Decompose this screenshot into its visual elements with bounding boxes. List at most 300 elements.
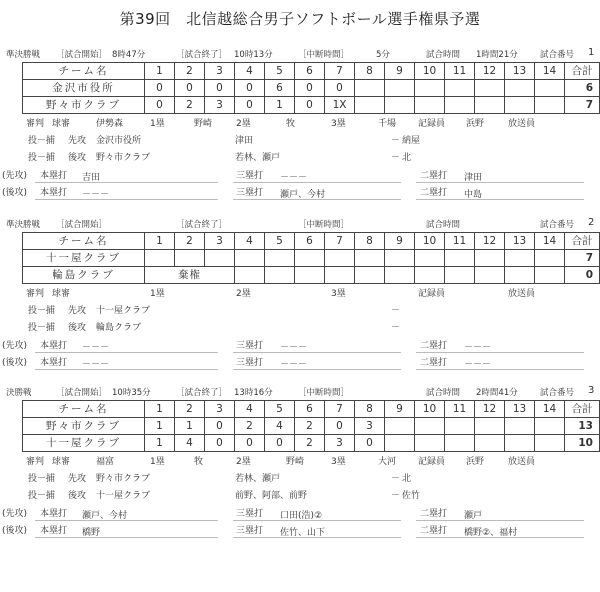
chief-umpire-label: 球審 bbox=[52, 119, 71, 129]
first-base-umpire: 野崎 bbox=[194, 119, 213, 129]
second-base-label: 2塁 bbox=[236, 457, 251, 467]
game-header bbox=[0, 385, 600, 399]
inning-header-9: 9 bbox=[385, 233, 415, 250]
inning-score bbox=[535, 418, 565, 435]
batting-order-label: 先攻 bbox=[68, 306, 87, 316]
game-number-label: 試合番号 bbox=[540, 50, 575, 60]
umpire-label: 審判 bbox=[26, 289, 45, 299]
inning-score bbox=[415, 97, 445, 114]
scoreboard-table bbox=[22, 400, 600, 452]
inning-score bbox=[355, 80, 385, 97]
inning-score bbox=[445, 418, 475, 435]
home-run-value: 瀬戸、今村 bbox=[82, 511, 128, 521]
inning-header-11: 11 bbox=[445, 63, 475, 80]
inning-score: 4 bbox=[265, 418, 295, 435]
inning-score bbox=[535, 80, 565, 97]
team-name-header: チーム名 bbox=[23, 401, 145, 418]
inning-score bbox=[505, 435, 535, 452]
battery-label: 投－捕 bbox=[28, 491, 56, 501]
total-header: 合計 bbox=[565, 233, 600, 250]
inning-score: 0 bbox=[145, 97, 175, 114]
inning-header-3: 3 bbox=[205, 233, 235, 250]
battery-team: 金沢市役所 bbox=[96, 136, 142, 146]
catcher: 佐竹 bbox=[402, 491, 421, 501]
double-value: 橋野②、福村 bbox=[464, 528, 518, 538]
home-run-value: 橋野 bbox=[82, 528, 101, 538]
battery-team: 輪島クラブ bbox=[96, 323, 142, 333]
duration-label: 試合時間 bbox=[426, 50, 461, 60]
inning-header-9: 9 bbox=[385, 401, 415, 418]
triple-value: 佐竹、山下 bbox=[280, 528, 326, 538]
battery-label: 投－捕 bbox=[28, 306, 56, 316]
inning-score: 2 bbox=[295, 418, 325, 435]
home-run-label: 本塁打 bbox=[40, 171, 68, 181]
inning-header-4: 4 bbox=[235, 233, 265, 250]
inning-header-2: 2 bbox=[175, 401, 205, 418]
inning-score: 0 bbox=[205, 418, 235, 435]
double-underline bbox=[416, 519, 584, 521]
game-block-1 bbox=[0, 47, 600, 200]
home-run-value: －－－ bbox=[82, 360, 110, 370]
home-run-underline bbox=[35, 536, 218, 538]
inning-score bbox=[445, 435, 475, 452]
home-run-label: 本塁打 bbox=[40, 526, 68, 536]
total-header: 合計 bbox=[565, 401, 600, 418]
inning-header-7: 7 bbox=[325, 233, 355, 250]
catcher: 北 bbox=[402, 153, 412, 163]
inning-header-11: 11 bbox=[445, 233, 475, 250]
team-total: 7 bbox=[565, 97, 600, 114]
batting-side-label: (先攻) bbox=[2, 341, 28, 351]
inning-header-1: 1 bbox=[145, 63, 175, 80]
first-base-label: 1塁 bbox=[150, 457, 165, 467]
inning-score bbox=[445, 97, 475, 114]
inning-score bbox=[355, 267, 385, 284]
inning-header-6: 6 bbox=[295, 233, 325, 250]
inning-score bbox=[445, 250, 475, 267]
inning-score bbox=[475, 80, 505, 97]
battery-dash: － bbox=[391, 136, 401, 146]
team-name: 野々市クラブ bbox=[23, 418, 145, 435]
second-base-label: 2塁 bbox=[236, 119, 251, 129]
battery-label: 投－捕 bbox=[28, 474, 56, 484]
inning-score bbox=[475, 435, 505, 452]
announcer-label: 放送員 bbox=[508, 457, 536, 467]
chief-umpire-label: 球審 bbox=[52, 457, 71, 467]
triple-underline bbox=[233, 519, 401, 521]
second-base-label: 2塁 bbox=[236, 289, 251, 299]
inning-score bbox=[475, 97, 505, 114]
inning-score bbox=[385, 250, 415, 267]
start-time: 10時35分 bbox=[112, 388, 151, 398]
inning-header-13: 13 bbox=[505, 401, 535, 418]
scoreboard-header-row bbox=[23, 233, 600, 250]
start-label: ［試合開始］ bbox=[56, 50, 108, 60]
inning-score bbox=[535, 267, 565, 284]
batting-order-label: 後攻 bbox=[68, 323, 87, 333]
inning-score bbox=[415, 80, 445, 97]
inning-score bbox=[535, 435, 565, 452]
triple-value: 瀬戸、今村 bbox=[280, 190, 326, 200]
inning-score bbox=[355, 97, 385, 114]
double-label: 二塁打 bbox=[420, 341, 448, 351]
double-underline bbox=[416, 368, 584, 370]
scoreboard-row-top bbox=[23, 418, 600, 435]
inning-score: 2 bbox=[295, 435, 325, 452]
inning-header-4: 4 bbox=[235, 401, 265, 418]
game-number: 2 bbox=[588, 217, 595, 228]
batting-side-label: (後攻) bbox=[2, 358, 28, 368]
inning-score: 0 bbox=[265, 435, 295, 452]
battery-team: 野々市クラブ bbox=[96, 474, 151, 484]
inning-score bbox=[385, 97, 415, 114]
battery-dash: － bbox=[391, 323, 401, 333]
inning-header-13: 13 bbox=[505, 63, 535, 80]
inning-header-10: 10 bbox=[415, 63, 445, 80]
inning-score bbox=[475, 250, 505, 267]
batting-side-label: (後攻) bbox=[2, 526, 28, 536]
scoreboard-row-bottom bbox=[23, 97, 600, 114]
scoreboard-row-bottom bbox=[23, 267, 600, 284]
scoreboard-row-top bbox=[23, 80, 600, 97]
triple-label: 三塁打 bbox=[236, 509, 264, 519]
scoreboard-header-row bbox=[23, 401, 600, 418]
inning-score: 1 bbox=[145, 435, 175, 452]
inning-score bbox=[535, 97, 565, 114]
second-base-umpire: 野崎 bbox=[286, 457, 305, 467]
team-total: 6 bbox=[565, 80, 600, 97]
inning-score: 1X bbox=[325, 97, 355, 114]
scoreboard-table bbox=[22, 232, 600, 284]
inning-score: 3 bbox=[325, 435, 355, 452]
inning-score: 6 bbox=[265, 80, 295, 97]
inning-header-10: 10 bbox=[415, 401, 445, 418]
duration-label: 試合時間 bbox=[426, 388, 461, 398]
inning-score: 0 bbox=[325, 418, 355, 435]
inning-score bbox=[235, 250, 265, 267]
inning-score: 0 bbox=[235, 97, 265, 114]
home-run-underline bbox=[35, 181, 218, 183]
inning-score bbox=[505, 80, 535, 97]
inning-header-1: 1 bbox=[145, 233, 175, 250]
third-base-umpire: 千場 bbox=[378, 119, 397, 129]
game-number-label: 試合番号 bbox=[540, 388, 575, 398]
end-label: ［試合終了］ bbox=[176, 220, 228, 230]
start-time: 8時47分 bbox=[112, 50, 146, 60]
pitchers: 若林、瀬戸 bbox=[235, 153, 281, 163]
total-header: 合計 bbox=[565, 63, 600, 80]
battery-label: 投－捕 bbox=[28, 136, 56, 146]
scoreboard-row-bottom bbox=[23, 435, 600, 452]
batting-side-label: (先攻) bbox=[2, 509, 28, 519]
inning-score bbox=[475, 267, 505, 284]
double-value: 中島 bbox=[464, 190, 483, 200]
triple-underline bbox=[233, 368, 401, 370]
round-label: 準決勝戦 bbox=[6, 220, 41, 230]
game-number: 3 bbox=[588, 385, 595, 396]
inning-score bbox=[145, 250, 175, 267]
catcher: 北 bbox=[402, 474, 412, 484]
inning-score: 0 bbox=[295, 97, 325, 114]
inning-header-8: 8 bbox=[355, 401, 385, 418]
batting-order-label: 後攻 bbox=[68, 153, 87, 163]
team-name: 十一屋クラブ bbox=[23, 435, 145, 452]
inning-score bbox=[385, 80, 415, 97]
catcher: 納屋 bbox=[402, 136, 421, 146]
inning-header-11: 11 bbox=[445, 401, 475, 418]
chief-umpire: 福富 bbox=[96, 457, 115, 467]
triple-label: 三塁打 bbox=[236, 171, 264, 181]
inning-score bbox=[385, 267, 415, 284]
double-underline bbox=[416, 181, 584, 183]
inning-header-5: 5 bbox=[265, 233, 295, 250]
inning-score: 3 bbox=[355, 418, 385, 435]
batting-order-label: 後攻 bbox=[68, 491, 87, 501]
inning-score bbox=[505, 97, 535, 114]
game-header bbox=[0, 47, 600, 61]
inning-header-12: 12 bbox=[475, 233, 505, 250]
double-label: 二塁打 bbox=[420, 526, 448, 536]
inning-header-6: 6 bbox=[295, 63, 325, 80]
game-number-label: 試合番号 bbox=[540, 220, 575, 230]
inning-header-9: 9 bbox=[385, 63, 415, 80]
game-header bbox=[0, 217, 600, 231]
battery-dash: － bbox=[391, 474, 401, 484]
team-name: 十一屋クラブ bbox=[23, 250, 145, 267]
umpire-label: 審判 bbox=[26, 119, 45, 129]
inning-header-8: 8 bbox=[355, 233, 385, 250]
third-base-label: 3塁 bbox=[331, 457, 346, 467]
pitchers: 津田 bbox=[235, 136, 254, 146]
start-label: ［試合開始］ bbox=[56, 220, 108, 230]
home-run-underline bbox=[35, 519, 218, 521]
inning-score bbox=[265, 250, 295, 267]
inning-header-3: 3 bbox=[205, 401, 235, 418]
double-underline bbox=[416, 536, 584, 538]
double-label: 二塁打 bbox=[420, 188, 448, 198]
scoreboard-table bbox=[22, 62, 600, 114]
team-name-header: チーム名 bbox=[23, 233, 145, 250]
end-label: ［試合終了］ bbox=[176, 388, 228, 398]
battery-team: 野々市クラブ bbox=[96, 153, 151, 163]
announcer-label: 放送員 bbox=[508, 119, 536, 129]
end-label: ［試合終了］ bbox=[176, 50, 228, 60]
battery-team: 十一屋クラブ bbox=[96, 306, 151, 316]
duration-value: 2時間41分 bbox=[476, 388, 518, 398]
double-value: 津田 bbox=[464, 173, 483, 183]
battery-label: 投－捕 bbox=[28, 323, 56, 333]
third-base-label: 3塁 bbox=[331, 289, 346, 299]
inning-score bbox=[415, 435, 445, 452]
inning-header-14: 14 bbox=[535, 233, 565, 250]
inning-score: 0 bbox=[235, 435, 265, 452]
game-block-3 bbox=[0, 385, 600, 538]
inning-score: 4 bbox=[175, 435, 205, 452]
double-value: 瀬戸 bbox=[464, 511, 483, 521]
triple-value: －－－ bbox=[280, 360, 308, 370]
third-base-umpire: 大河 bbox=[378, 457, 397, 467]
inning-score: 0 bbox=[325, 80, 355, 97]
batting-order-label: 先攻 bbox=[68, 474, 87, 484]
inning-score bbox=[505, 418, 535, 435]
break-label: ［中断時間］ bbox=[298, 50, 350, 60]
inning-header-3: 3 bbox=[205, 63, 235, 80]
inning-score: 1 bbox=[145, 418, 175, 435]
double-value: －－－ bbox=[464, 360, 492, 370]
battery-team: 十一屋クラブ bbox=[96, 491, 151, 501]
double-underline bbox=[416, 198, 584, 200]
inning-score: 0 bbox=[205, 435, 235, 452]
recorder-label: 記録員 bbox=[418, 289, 446, 299]
inning-header-4: 4 bbox=[235, 63, 265, 80]
home-run-value: 吉田 bbox=[82, 173, 101, 183]
inning-score: 1 bbox=[175, 418, 205, 435]
first-base-umpire: 牧 bbox=[194, 457, 204, 467]
triple-underline bbox=[233, 536, 401, 538]
home-run-label: 本塁打 bbox=[40, 358, 68, 368]
battery-dash: － bbox=[391, 153, 401, 163]
chief-umpire-label: 球審 bbox=[52, 289, 71, 299]
triple-underline bbox=[233, 198, 401, 200]
inning-score: 0 bbox=[235, 80, 265, 97]
inning-header-12: 12 bbox=[475, 63, 505, 80]
batting-side-label: (先攻) bbox=[2, 171, 28, 181]
double-underline bbox=[416, 351, 584, 353]
inning-score bbox=[355, 250, 385, 267]
team-total: 13 bbox=[565, 418, 600, 435]
team-total: 10 bbox=[565, 435, 600, 452]
inning-score: 2 bbox=[235, 418, 265, 435]
game-block-2 bbox=[0, 217, 600, 370]
home-run-label: 本塁打 bbox=[40, 188, 68, 198]
triple-underline bbox=[233, 181, 401, 183]
start-label: ［試合開始］ bbox=[56, 388, 108, 398]
inning-score: 3 bbox=[205, 97, 235, 114]
duration-value: 1時間21分 bbox=[476, 50, 518, 60]
inning-score: 1 bbox=[265, 97, 295, 114]
team-total: 0 bbox=[565, 267, 600, 284]
recorder: 浜野 bbox=[466, 457, 485, 467]
end-time: 13時16分 bbox=[234, 388, 273, 398]
battery-dash: － bbox=[391, 491, 401, 501]
triple-label: 三塁打 bbox=[236, 341, 264, 351]
battery-dash: － bbox=[391, 306, 401, 316]
recorder: 浜野 bbox=[466, 119, 485, 129]
recorder-label: 記録員 bbox=[418, 457, 446, 467]
pitchers: 前野、阿部、前野 bbox=[235, 491, 308, 501]
inning-score bbox=[385, 418, 415, 435]
home-run-value: －－－ bbox=[82, 343, 110, 353]
inning-score bbox=[505, 267, 535, 284]
home-run-label: 本塁打 bbox=[40, 509, 68, 519]
second-base-umpire: 牧 bbox=[286, 119, 296, 129]
inning-score bbox=[415, 250, 445, 267]
inning-score bbox=[325, 250, 355, 267]
triple-label: 三塁打 bbox=[236, 358, 264, 368]
inning-header-14: 14 bbox=[535, 401, 565, 418]
inning-header-13: 13 bbox=[505, 233, 535, 250]
double-value: －－－ bbox=[464, 343, 492, 353]
announcer-label: 放送員 bbox=[508, 289, 536, 299]
triple-underline bbox=[233, 351, 401, 353]
game-number: 1 bbox=[588, 47, 595, 58]
inning-score bbox=[445, 80, 475, 97]
inning-header-14: 14 bbox=[535, 63, 565, 80]
inning-header-8: 8 bbox=[355, 63, 385, 80]
break-label: ［中断時間］ bbox=[298, 220, 350, 230]
inning-score bbox=[385, 435, 415, 452]
inning-header-5: 5 bbox=[265, 63, 295, 80]
first-base-label: 1塁 bbox=[150, 119, 165, 129]
inning-score bbox=[265, 267, 295, 284]
double-label: 二塁打 bbox=[420, 509, 448, 519]
inning-score bbox=[295, 267, 325, 284]
pitchers: 若林、瀬戸 bbox=[235, 474, 281, 484]
home-run-underline bbox=[35, 368, 218, 370]
inning-score bbox=[205, 250, 235, 267]
scoreboard-header-row bbox=[23, 63, 600, 80]
batting-side-label: (後攻) bbox=[2, 188, 28, 198]
end-time: 10時13分 bbox=[234, 50, 273, 60]
inning-score bbox=[175, 250, 205, 267]
home-run-underline bbox=[35, 198, 218, 200]
inning-score: 0 bbox=[175, 80, 205, 97]
inning-header-12: 12 bbox=[475, 401, 505, 418]
inning-header-2: 2 bbox=[175, 233, 205, 250]
inning-score: 0 bbox=[145, 80, 175, 97]
double-label: 二塁打 bbox=[420, 358, 448, 368]
inning-score bbox=[475, 418, 505, 435]
inning-score bbox=[295, 250, 325, 267]
triple-label: 三塁打 bbox=[236, 526, 264, 536]
team-name: 野々市クラブ bbox=[23, 97, 145, 114]
triple-label: 三塁打 bbox=[236, 188, 264, 198]
inning-score bbox=[505, 250, 535, 267]
page-title: 第39回 北信越総合男子ソフトボール選手権県予選 bbox=[119, 10, 481, 28]
team-name: 金沢市役所 bbox=[23, 80, 145, 97]
first-base-label: 1塁 bbox=[150, 289, 165, 299]
duration-label: 試合時間 bbox=[426, 220, 461, 230]
inning-header-10: 10 bbox=[415, 233, 445, 250]
inning-score bbox=[415, 418, 445, 435]
inning-score bbox=[325, 267, 355, 284]
third-base-label: 3塁 bbox=[331, 119, 346, 129]
inning-header-7: 7 bbox=[325, 63, 355, 80]
recorder-label: 記録員 bbox=[418, 119, 446, 129]
inning-score bbox=[535, 250, 565, 267]
team-name: 輪島クラブ bbox=[23, 267, 145, 284]
inning-header-2: 2 bbox=[175, 63, 205, 80]
break-time: 5分 bbox=[376, 50, 390, 60]
forfeit-label: 棄権 bbox=[145, 267, 235, 284]
home-run-value: －－－ bbox=[82, 190, 110, 200]
triple-value: 口田(浩)② bbox=[280, 511, 323, 521]
umpire-label: 審判 bbox=[26, 457, 45, 467]
inning-header-5: 5 bbox=[265, 401, 295, 418]
triple-value: －－－ bbox=[280, 173, 308, 183]
inning-score: 2 bbox=[175, 97, 205, 114]
inning-score bbox=[235, 267, 265, 284]
inning-score: 0 bbox=[295, 80, 325, 97]
home-run-underline bbox=[35, 351, 218, 353]
scoreboard-row-top bbox=[23, 250, 600, 267]
home-run-label: 本塁打 bbox=[40, 341, 68, 351]
round-label: 準決勝戦 bbox=[6, 50, 41, 60]
team-total: 7 bbox=[565, 250, 600, 267]
inning-header-6: 6 bbox=[295, 401, 325, 418]
batting-order-label: 先攻 bbox=[68, 136, 87, 146]
inning-score: 0 bbox=[355, 435, 385, 452]
